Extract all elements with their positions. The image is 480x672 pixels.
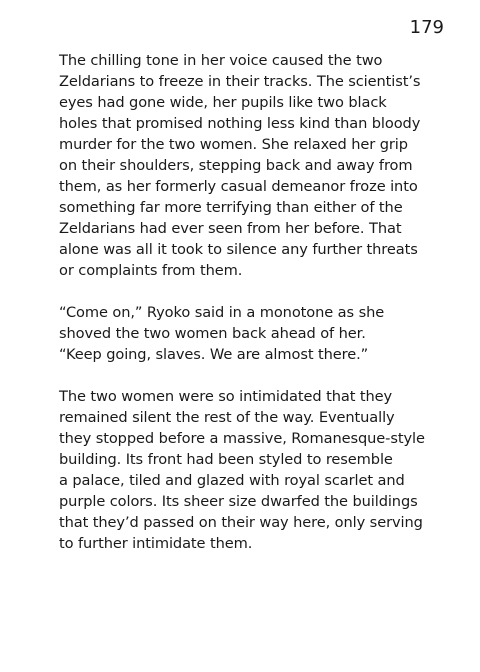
- text-line: to further intimidate them.: [59, 535, 253, 552]
- text-line: “Keep going, slaves. We are almost there.”: [59, 346, 369, 363]
- text-line: shoved the two women back ahead of her.: [59, 325, 366, 342]
- text-line: “Come on,” Ryoko said in a monotone as she: [59, 304, 385, 321]
- paragraph-3: [59, 386, 459, 554]
- text-line: holes that promised nothing less kind than bloody: [59, 115, 421, 132]
- text-line: on their shoulders, stepping back and away from: [59, 157, 413, 174]
- text-line: a palace, tiled and glazed with royal scarlet and: [59, 472, 405, 489]
- text-line: eyes had gone wide, her pupils like two black: [59, 94, 387, 111]
- text-line: them, as her formerly casual demeanor froze into: [59, 178, 418, 195]
- text-line: murder for the two women. She relaxed her grip: [59, 136, 408, 153]
- text-line: something far more terrifying than either of the: [59, 199, 403, 216]
- text-line: alone was all it took to silence any further threats: [59, 241, 418, 258]
- text-line: Zeldarians to freeze in their tracks. The scientist’s: [59, 73, 421, 90]
- text-line: building. Its front had been styled to resemble: [59, 451, 393, 468]
- paragraph-2: [59, 302, 459, 365]
- text-line: purple colors. Its sheer size dwarfed the buildings: [59, 493, 418, 510]
- text-line: The two women were so intimidated that they: [59, 388, 393, 405]
- page-number: 179: [409, 17, 444, 38]
- paragraph-1: [59, 50, 459, 281]
- text-line: or complaints from them.: [59, 262, 243, 279]
- body-text: [59, 50, 459, 575]
- text-line: that they’d passed on their way here, only serving: [59, 514, 423, 531]
- text-line: they stopped before a massive, Romanesque-style: [59, 430, 425, 447]
- text-line: remained silent the rest of the way. Eventually: [59, 409, 395, 426]
- text-line: Zeldarians had ever seen from her before. That: [59, 220, 402, 237]
- text-line: The chilling tone in her voice caused the two: [59, 52, 383, 69]
